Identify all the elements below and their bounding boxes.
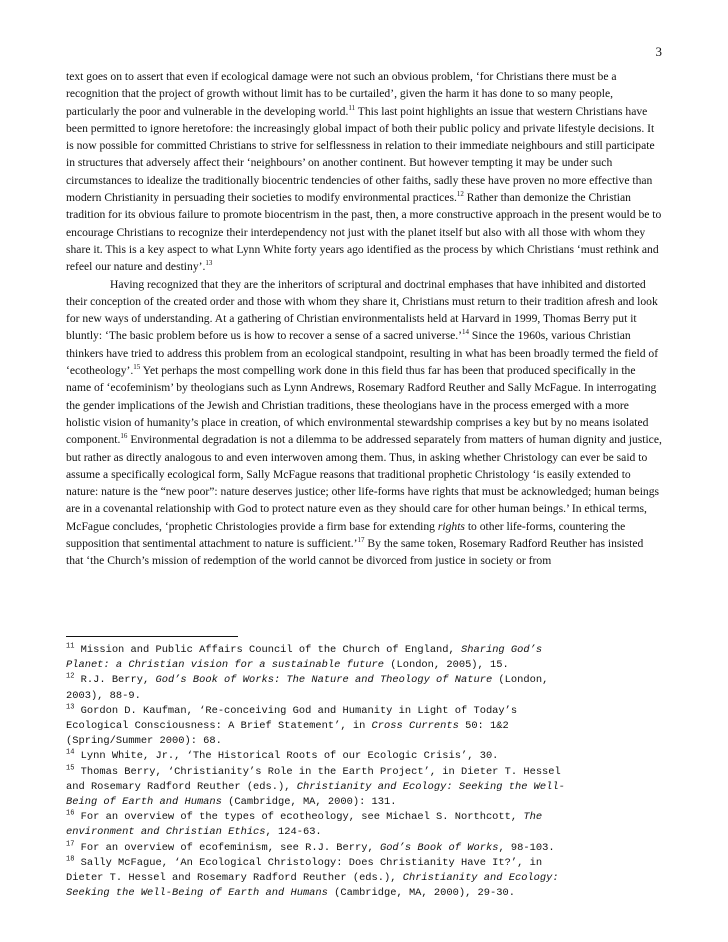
footnote-13-cont2: (Spring/Summer 2000): 68.: [66, 735, 222, 748]
footnote-ref-14[interactable]: 14: [461, 328, 469, 337]
page-number: 3: [655, 44, 662, 59]
paragraph-1: text goes on to assert that even if ecological damage were not such an obvious problem, ‘for Christians there must be a recognition that the project of growth without limit has to be curtailed’, given the harm it has done to so many people, particularly the poor and vulnerable in the developing world.$^{11}$ This last point highlights an issue that western Christians have been permitted to ignore heretofore: the increasingly global impact of both their public policy and private lifestyle decisions. It is now possible for committed Christians to strive for selflessness in relation to their immediate neighbours and still participate in structures that adversely affect their ‘neighbours’ on another continent. But however tempting it may be under such circumstances to idealize the traditionally biocentric tendencies of other faiths, sadly these have proven no more effective than modern Christianity in persuading their societies to modify environmental practices.$^{12}$ Rather than demonize the Christian tradition for its obvious failure to promote biocentrism in the past, then, a more constructive approach in the present would be to encourage Christians to recognize their interdependency not just with the planet itself but also with all those with whom they share it. This is a key aspect to what Lynn White forty years ago identified as the process by which Christians ‘must rethink and refeel our nature and destiny’.$^{13}$: [66, 70, 662, 274]
footnote-16-cont: environment and Christian Ethics, 124-63.: [66, 826, 322, 839]
footnotes: [66, 643, 666, 901]
footnote-11-cont: Planet: a Christian vision for a sustainable future (London, 2005), 15.: [66, 659, 509, 672]
footnote-16: $^{16}$ For an overview of the types of ecotheology, see Michael S. Northcott, The: [66, 809, 543, 824]
footnote-13: $^{13}$ Gordon D. Kaufman, ‘Re-conceiving God and Humanity in Light of Today’s: [66, 703, 518, 717]
footnote-14: $^{14}$ Lynn White, Jr., ‘The Historical Roots of our Ecologic Crisis’, 30.: [66, 748, 499, 763]
footnote-18: $^{18}$ Sally McFague, ‘An Ecological Christology: Does Christianity Have It?’, in: [66, 855, 543, 869]
footnote-18-cont: Dieter T. Hessel and Rosemary Radford Reuther (eds.), Christianity and Ecology:: [66, 872, 559, 885]
footnote-15-cont2: Being of Earth and Humans (Cambridge, MA, 2000): 131.: [66, 796, 397, 809]
footnote-15-cont: and Rosemary Radford Reuther (eds.), Christianity and Ecology: Seeking the Well-: [66, 780, 565, 793]
footnote-12-cont: 2003), 88-9.: [66, 689, 141, 702]
footnote-ref-15[interactable]: 15: [133, 363, 141, 372]
footnote-ref-16[interactable]: 16: [120, 432, 128, 441]
footnote-ref-11[interactable]: 11: [348, 103, 356, 112]
footnote-ref-12[interactable]: 12: [456, 190, 464, 199]
footnote-11: $^{11}$ Mission and Public Affairs Council of the Church of England, Sharing God’s: [66, 642, 543, 656]
footnote-separator: [66, 636, 238, 637]
emphasis-rights: rights: [437, 519, 465, 533]
footnote-ref-17[interactable]: 17: [357, 536, 365, 545]
body-text: [66, 68, 663, 570]
footnote-13-cont: Ecological Consciousness: A Brief Statement’, in Cross Currents 50: 1&2: [66, 720, 509, 733]
paragraph-2: Having recognized that they are the inheritors of scriptural and doctrinal emphases that have inhibited and distorted their conception of the created order and those with whom they share it, Christians must return to their tradition afresh and look for new ways of understanding. At a gathering of Christian environmentalists held at Harvard in 1999, Thomas Berry put it bluntly: ‘The basic problem before us is how to recover a sense of a sacred universe.’$^{14}$ Since the 1960s, various Christian thinkers have tried to address this problem from an ecological standpoint, resulting in what has been broadly termed the field of ‘ecotheology’.$^{15}$ Yet perhaps the most compelling work done in this field thus far has been that produced specifically in the name of ‘ecofeminism’ by theologians such as Lynn Andrews, Rosemary Radford Reuther and Sally McFague. In interrogating the gender implications of the Jewish and Christian traditions, these theologians have in the process emerged with a more holistic vision of humanity’s place in creation, of which environmental stewardship comprises a key but by no means isolated component.$^{16}$ Environmental degradation is not a dilemma to be addressed separately from matters of human dignity and justice, but rather as directly analogous to and even interwoven among them. Thus, in asking whether Christology can ever be said to assume a specifically ecological form, Sally McFague reasons that traditional prophetic Christology ‘is easily extended to nature: nature is the “new poor”: nature deserves justice; other life-forms have rights that must be acknowledged; human beings are in a covenantal relationship with God to protect nature even as they should care for other human beings.’ In ethical terms, McFague concludes, ‘prophetic Christologies provide a firm base for extending rights to other life-forms, countering the supposition that sentimental attachment to nature is sufficient.’$^{17}$ By the same token, Rosemary Radford Reuther has insisted that ‘the Church’s mission of redemption of the world cannot be divorced from justice in society or from: [66, 277, 662, 568]
footnote-12: $^{12}$ R.J. Berry, God’s Book of Works: The Nature and Theology of Nature (London,: [66, 672, 549, 687]
footnote-ref-13[interactable]: 13: [205, 259, 213, 268]
footnote-17: $^{17}$ For an overview of ecofeminism, see R.J. Berry, God’s Book of Works, 98-103.: [66, 840, 555, 854]
footnote-18-cont2: Seeking the Well-Being of Earth and Humans (Cambridge, MA, 2000), 29-30.: [66, 887, 515, 900]
footnote-15: $^{15}$ Thomas Berry, ‘Christianity’s Role in the Earth Project’, in Dieter T. Hessel: [66, 764, 561, 778]
